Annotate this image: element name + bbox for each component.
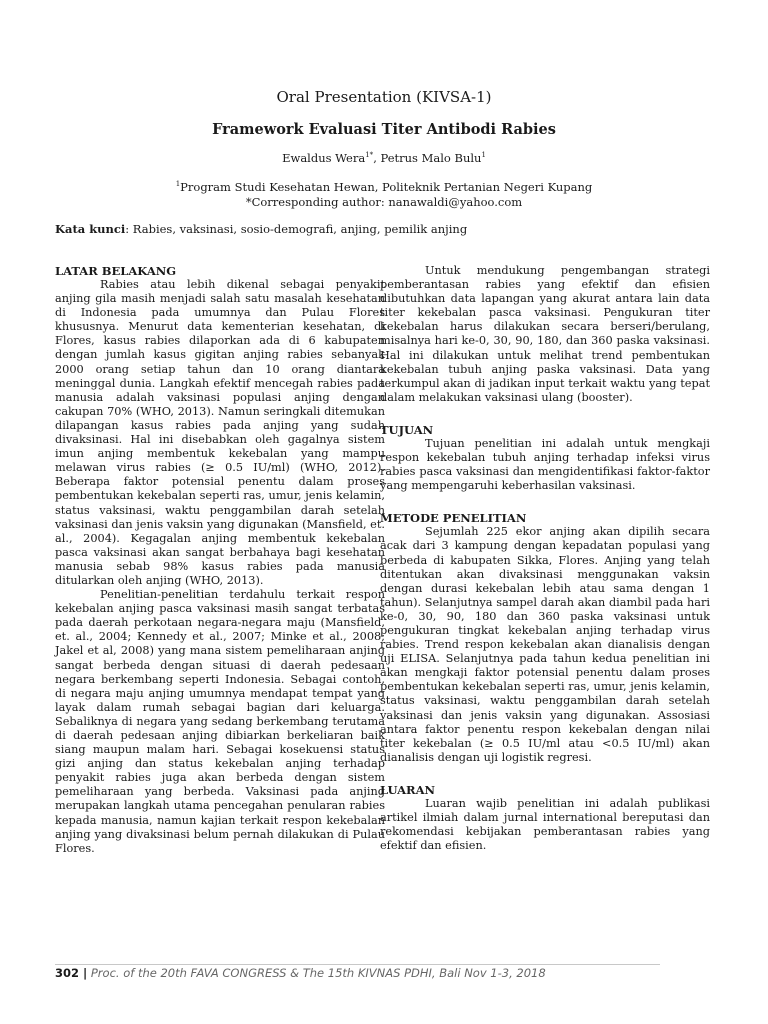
paragraph: Untuk mendukung pengembangan strategi pemberantasan rabies yang efektif dan efisien dibutuhkan data lapangan yang akurat antara lain data titer kekebalan pasca vaksinasi. Pengukuran titer kekebalan harus dilakukan secara berseri/berulang, misalnya hari ke-0, 30, 90, 180, dan 360 paska vaksinasi. Hal ini dilakukan untuk melihat trend pembentukan kekebalan tubuh anjing paska vaksinasi. Data yang terkumpul akan di jadikan input terkait waktu yang tepat dalam melakukan vaksinasi ulang (booster). bbox=[380, 264, 710, 404]
paragraph: Penelitian-penelitian terdahulu terkait respon kekebalan anjing pasca vaksinasi masih sangat terbatas pada daerah perkotaan negara-negara maju (Mansfield, et. al., 2004; Kennedy et al., 2007; Minke et al., 2008; Jakel et al, 2008) yang mana sistem pemeliharaan anjing sangat berbeda dengan situasi di daerah pedesaan negara berkembang seperti Indonesia. Sebagai contoh, di negara maju anjing umumnya mendapat tempat yang layak dalam rumah sebagai bagian dari keluarga. Sebaliknya di negara yang sedang berkembang terutama di daerah pedesaan anjing dibiarkan berkeliaran baik siang maupun malam hari. Sebagai kosekuensi status gizi anjing dan status kekebalan anjing terhadap penyakit rabies juga akan berbeda dengan sistem pemeliharaan yang berbeda. Vaksinasi pada anjing merupakan langkah utama pencegahan penularan rabies kepada manusia, namun kajian terkait respon kekebalan anjing yang divaksinasi belum pernah dilakukan di Pulau Flores. bbox=[55, 588, 385, 855]
affiliation: $^1$Program Studi Kesehatan Hewan, Politeknik Pertanian Negeri Kupang bbox=[175, 180, 593, 194]
author-name: , Petrus Malo Bulu bbox=[373, 151, 482, 165]
page-number: 302 | bbox=[55, 966, 88, 980]
paper-title: Framework Evaluasi Titer Antibodi Rabies bbox=[212, 121, 556, 138]
paragraph: Tujuan penelitian ini adalah untuk mengkaji respon kekebalan tubuh anjing terhadap infeksi virus rabies pasca vaksinasi dan mengidentifikasi faktor-faktor yang mempengaruhi keberhasilan vaksinasi. bbox=[380, 436, 710, 493]
proceedings-citation: Proc. of the 20th FAVA CONGRESS & The 15th KIVNAS PDHI, Bali Nov 1-3, 2018 bbox=[87, 966, 546, 980]
right-column bbox=[380, 264, 710, 853]
section-latar-belakang bbox=[55, 264, 385, 856]
section-heading: METODE PENELITIAN bbox=[380, 511, 527, 526]
keywords-line bbox=[55, 222, 715, 236]
paragraph: Sejumlah 225 ekor anjing akan dipilih secara acak dari 3 kampung dengan kepadatan populasi yang berbeda di kabupaten Sikka, Flores. Anjing yang telah ditentukan akan divaksinasi menggunakan vaksin dengan durasi kekebalan lebih atau sama dengan 1 tahun). Selanjutnya sampel darah akan diambil pada hari ke-0, 30, 90, 180 dan 360 paska vaksinasi untuk pengukuran tingkat kekebalan anjing terhadap virus rabies. Trend respon kekebalan akan dianalisis dengan uji ELISA. Selanjutnya pada tahun kedua penelitian ini akan mengkaji faktor potensial penentu dalam proses pembentukan kekebalan seperti ras, umur, jenis kelamin, status vaksinasi, waktu penggambilan darah setelah vaksinasi dan jenis vaksin yang digunakan. Assosiasi antara faktor penentu respon kekebalan dengan nilai titer kekebalan (≥ 0.5 IU/ml atau <0.5 IU/ml) akan dianalisis dengan uji logistik regresi. bbox=[380, 525, 710, 764]
paragraph: Rabies atau lebih dikenal sebagai penyakit anjing gila masih menjadi salah satu masalah kesehatan di Indonesia pada umumnya dan Pulau Flores khususnya. Menurut data kementerian kesehatan, di Flores, kasus rabies dilaporkan ada di 6 kabupaten dengan jumlah kasus gigitan anjing rabies sebanyak 2000 orang setiap tahun dan 10 orang diantara meninggal dunia. Langkah efektif mencegah rabies pada manusia adalah vaksinasi populasi anjing dengan cakupan 70% (WHO, 2013). Namun seringkali ditemukan dilapangan kasus rabies pada anjing yang sudah divaksinasi. Hal ini disebabkan oleh gagalnya sistem imun anjing membentuk kekebalan yang mampu melawan virus rabies (≥ 0.5 IU/ml) (WHO, 2012). Beberapa faktor potensial penentu dalam proses pembentukan kekebalan seperti ras, umur, jenis kelamin, status vaksinasi, waktu penggambilan darah setelah vaksinasi dan jenis vaksin yang digunakan (Mansfield, et. al., 2004). Kegagalan anjing membentuk kekebalan pasca vaksinasi akan sangat berbahaya bagi kesehatan manusia sebab 98% kasus rabies pada manusia ditularkan oleh anjing (WHO, 2013). bbox=[55, 278, 385, 587]
affiliation-block bbox=[0, 180, 768, 210]
left-column bbox=[55, 264, 385, 856]
corresponding-author: *Corresponding author: nanawaldi@yahoo.com bbox=[245, 195, 523, 209]
section-tujuan bbox=[380, 423, 710, 493]
section-heading: LUARAN bbox=[380, 782, 436, 797]
author-name: Ewaldus Wera bbox=[282, 151, 366, 165]
paragraph: Luaran wajib penelitian ini adalah publikasi artikel ilmiah dalam jurnal international bereputasi dan rekomendasi kebijakan pemberantasan rabies yang efektif dan efisien. bbox=[380, 796, 710, 853]
section-luaran bbox=[380, 783, 710, 853]
keywords-text: : Rabies, vaksinasi, sosio-demografi, anjing, pemilik anjing bbox=[125, 222, 468, 236]
author-affiliation-marker: 1* bbox=[365, 151, 374, 160]
author-list bbox=[0, 151, 768, 165]
keywords-label: Kata kunci bbox=[55, 222, 126, 236]
page-footer bbox=[55, 966, 546, 980]
section-heading: TUJUAN bbox=[380, 422, 434, 437]
affiliation-marker: 1 bbox=[175, 180, 181, 189]
footer-divider bbox=[55, 964, 660, 965]
author-affiliation-marker: 1 bbox=[481, 151, 486, 160]
section-metode bbox=[380, 511, 710, 765]
section-heading: LATAR BELAKANG bbox=[55, 264, 177, 278]
session-label: Oral Presentation (KIVSA-1) bbox=[276, 88, 492, 106]
section-latar-continued bbox=[380, 264, 710, 405]
